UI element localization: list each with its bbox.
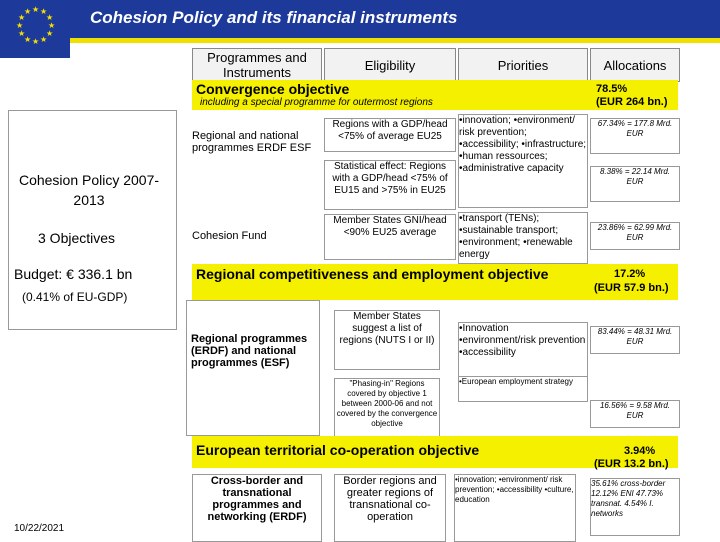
cooperation-alloc: 35.61% cross-border 12.12% ENI 47.73% transnat. 4.54% I. networks xyxy=(590,478,680,536)
svg-text:★: ★ xyxy=(46,29,54,38)
col-allocations: Allocations xyxy=(590,48,680,82)
convergence-alloc-2: 23.86% = 62.99 Mrd. EUR xyxy=(590,222,680,250)
cooperation-title: European territorial co-operation objective xyxy=(196,442,480,458)
convergence-eligibility-1b: Statistical effect: Regions with a GDP/head <75% of EU15 and >75% in EU25 xyxy=(324,160,456,210)
svg-text:★: ★ xyxy=(40,7,48,16)
footer-date: 10/22/2021 xyxy=(14,523,65,534)
competitiveness-alloc-amt: (EUR 57.9 bn.) xyxy=(594,282,669,294)
cooperation-priorities: •innovation; •environment/ risk prevention; •accessibility •culture, education xyxy=(454,474,576,542)
svg-text:★: ★ xyxy=(24,35,32,44)
svg-text:★: ★ xyxy=(18,13,26,22)
convergence-alloc-1: 67.34% = 177.8 Mrd. EUR xyxy=(590,118,680,154)
svg-text:★: ★ xyxy=(48,21,56,30)
convergence-title: Convergence objective xyxy=(196,81,350,97)
competitiveness-title: Regional competitiveness and employment objective xyxy=(196,266,549,282)
convergence-priorities-1: •innovation; •environment/ risk prevention; •accessibility; •infrastructure; •human ressources; •administrative capacity xyxy=(458,114,588,208)
competitiveness-alloc-pct: 17.2% xyxy=(614,268,646,280)
convergence-programme-1: Regional and national programmes ERDF ESF xyxy=(192,130,312,154)
convergence-eligibility-2: Member States GNI/head <90% EU25 average xyxy=(324,214,456,260)
svg-text:★: ★ xyxy=(46,13,54,22)
svg-text:★: ★ xyxy=(32,37,40,46)
convergence-eligibility-1: Regions with a GDP/head <75% of average EU25 xyxy=(324,118,456,152)
convergence-alloc-pct: 78.5% xyxy=(596,83,628,95)
cooperation-eligibility: Border regions and greater regions of transnational co-operation xyxy=(334,474,446,542)
competitiveness-programme: Regional programmes (ERDF) and national programmes (ESF) xyxy=(186,300,320,436)
convergence-subtitle: including a special programme for outermost regions xyxy=(200,97,433,108)
svg-text:★: ★ xyxy=(24,7,32,16)
svg-text:★: ★ xyxy=(16,21,24,30)
col-eligibility: Eligibility xyxy=(324,48,456,82)
budget-pct-label: (0.41% of EU-GDP) xyxy=(22,290,128,304)
cooperation-alloc-amt: (EUR 13.2 bn.) xyxy=(594,458,669,470)
cooperation-alloc-pct: 3.94% xyxy=(624,445,656,457)
convergence-programme-2: Cohesion Fund xyxy=(192,230,267,242)
svg-text:★: ★ xyxy=(18,29,26,38)
competitiveness-priorities-1: •Innovation •environment/risk prevention •accessibility xyxy=(458,322,588,378)
objectives-label: 3 Objectives xyxy=(38,230,116,246)
svg-text:★: ★ xyxy=(40,35,48,44)
cooperation-programme: Cross-border and transnational programmes and networking (ERDF) xyxy=(192,474,322,542)
competitiveness-eligibility-2: "Phasing-in" Regions covered by objective 1 between 2000-06 and not covered by the convergence objective xyxy=(334,378,440,438)
eu-flag-icon xyxy=(0,0,70,58)
convergence-alloc-amt: (EUR 264 bn.) xyxy=(596,96,668,108)
col-programmes: Programmes and Instruments xyxy=(192,48,322,82)
col-priorities: Priorities xyxy=(458,48,588,82)
yellow-strip xyxy=(70,38,720,43)
competitiveness-priorities-2: •European employment strategy xyxy=(458,376,588,402)
competitiveness-eligibility-1: Member States suggest a list of regions (NUTS I or II) xyxy=(334,310,440,370)
budget-label: Budget: € 336.1 bn xyxy=(14,266,133,282)
convergence-priorities-2: •transport (TENs); •sustainable transport; •environment; •renewable energy xyxy=(458,212,588,264)
svg-text:★: ★ xyxy=(32,5,40,14)
page-title: Cohesion Policy and its financial instruments xyxy=(90,8,458,27)
convergence-alloc-1b: 8.38% = 22.14 Mrd. EUR xyxy=(590,166,680,202)
competitiveness-alloc-2: 16.56% = 9.58 Mrd. EUR xyxy=(590,400,680,428)
policy-label: Cohesion Policy 2007-2013 xyxy=(18,172,160,208)
competitiveness-alloc-1: 83.44% = 48.31 Mrd. EUR xyxy=(590,326,680,354)
